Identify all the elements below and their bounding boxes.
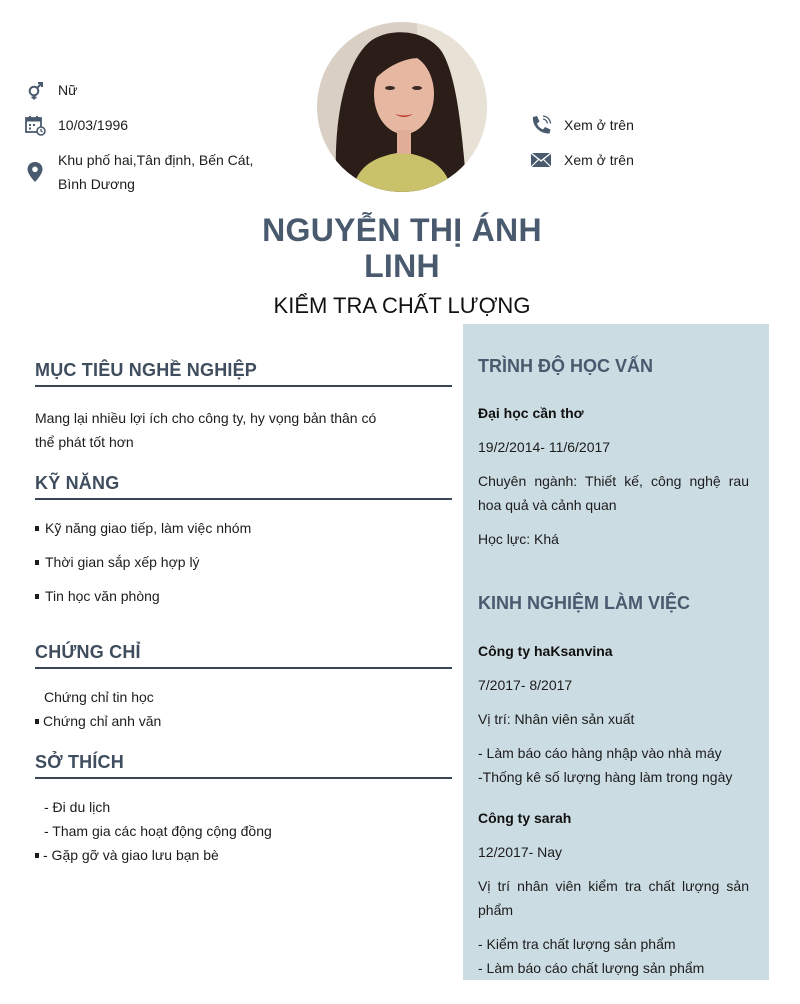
bullet	[35, 526, 39, 531]
gender-icon	[23, 78, 47, 102]
certificate-item: Chứng chỉ tin học	[44, 689, 154, 705]
hobby-item: - Tham gia các hoạt động cộng đồng	[44, 823, 272, 839]
section-divider	[35, 498, 452, 500]
phone-icon	[529, 113, 553, 137]
email-row	[529, 148, 634, 172]
certificates-title: CHỨNG CHỈ	[35, 642, 141, 662]
experience-title: KINH NGHIỆM LÀM VIỆC	[478, 593, 691, 613]
phone-text: Xem ở trên	[564, 117, 634, 133]
bullet	[35, 853, 39, 858]
education-school: Đại học cần thơ	[478, 405, 584, 421]
section-divider	[35, 777, 452, 779]
job-position: Vị trí: Nhân viên sản xuất	[478, 711, 635, 727]
bullet	[35, 560, 39, 565]
hobby-item: - Gặp gỡ và giao lưu bạn bè	[35, 843, 219, 867]
job-duty: -Thống kê số lượng hàng làm trong ngày	[478, 769, 733, 785]
objective-title: MỤC TIÊU NGHỀ NGHIỆP	[35, 360, 258, 380]
job-company: Công ty haKsanvina	[478, 643, 613, 659]
bullet	[35, 719, 39, 724]
section-divider	[35, 667, 452, 669]
hobbies-title: SỞ THÍCH	[35, 752, 124, 772]
skills-title: KỸ NĂNG	[35, 473, 120, 493]
education-major: Chuyên ngành: Thiết kế, công nghệ rau hoa quả và cảnh quan	[478, 473, 749, 513]
skill-item: Kỹ năng giao tiếp, làm việc nhóm	[35, 516, 251, 540]
address-row	[23, 148, 258, 196]
job-title: KIỂM TRA CHẤT LƯỢNG	[273, 293, 531, 318]
job-duty: - Làm báo cáo chất lượng sản phẩm	[478, 960, 705, 976]
education-title: TRÌNH ĐỘ HỌC VẤN	[478, 356, 653, 376]
avatar	[317, 22, 487, 192]
birthdate-text: 10/03/1996	[58, 117, 129, 133]
location-pin-icon	[23, 160, 47, 184]
skill-item: Tin học văn phòng	[35, 584, 160, 608]
job-position: Vị trí nhân viên kiểm tra chất lượng sản phẩm	[478, 878, 749, 918]
envelope-icon	[529, 148, 553, 172]
address-text: Khu phố hai,Tân định, Bến Cát, Bình Dương	[58, 152, 254, 192]
email-text: Xem ở trên	[564, 152, 634, 168]
section-divider	[35, 385, 452, 387]
phone-row	[529, 113, 634, 137]
skill-item: Thời gian sắp xếp hợp lý	[35, 550, 200, 574]
candidate-name: NGUYỄN THỊ ÁNH LINH	[262, 212, 542, 284]
birthdate-row	[23, 113, 128, 137]
objective-text: Mang lại nhiều lợi ích cho công ty, hy vọng bản thân có thể phát tốt hơn	[35, 410, 377, 450]
bullet	[35, 594, 39, 599]
gender-text: Nữ	[58, 82, 78, 98]
certificate-item: Chứng chỉ anh văn	[35, 709, 161, 733]
job-period: 12/2017- Nay	[478, 844, 563, 860]
job-period: 7/2017- 8/2017	[478, 677, 573, 693]
gender-row	[23, 78, 77, 102]
education-grade: Học lực: Khá	[478, 531, 559, 547]
hobby-item: - Đi du lịch	[44, 799, 111, 815]
job-duty: - Làm báo cáo hàng nhập vào nhà máy	[478, 745, 722, 761]
calendar-icon	[23, 113, 47, 137]
education-period: 19/2/2014- 11/6/2017	[478, 439, 611, 455]
job-company: Công ty sarah	[478, 810, 572, 826]
job-duty: - Kiểm tra chất lượng sản phẩm	[478, 936, 676, 952]
